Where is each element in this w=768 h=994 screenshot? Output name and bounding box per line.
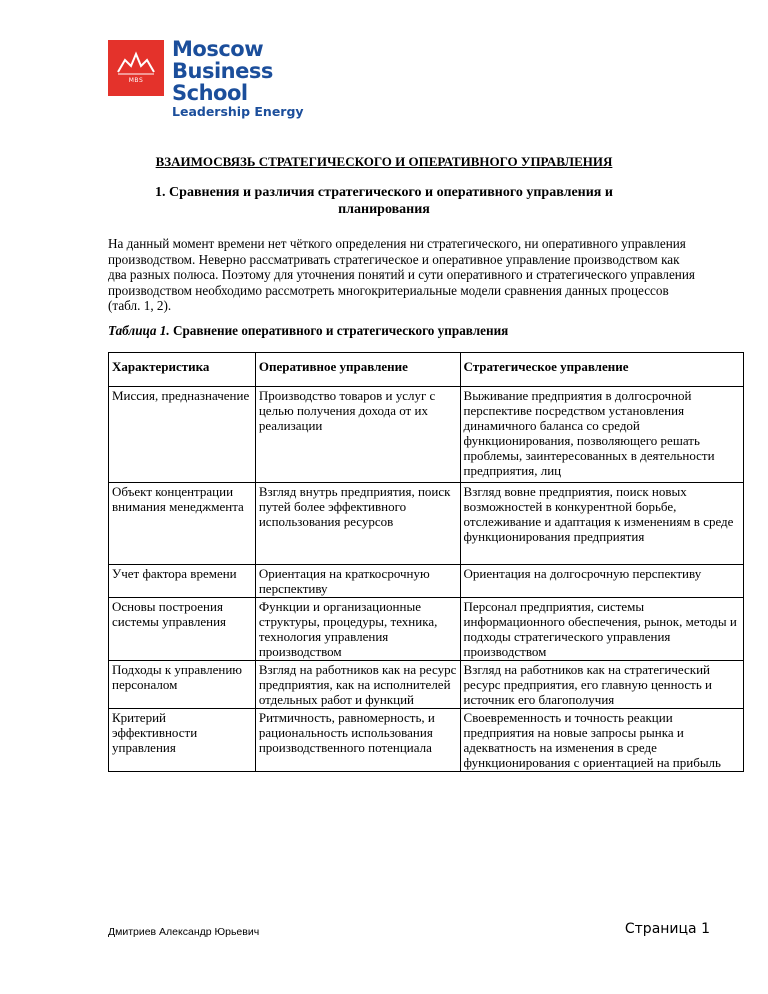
section-title: 1. Сравнения и различия стратегического и оперативного управления и планирования [155,185,613,217]
table-row [109,387,744,483]
table-row [109,598,744,661]
table-cell: Взгляд на работников как на ресурс предприятия, как на исполнителей отдельных работ и функций [255,661,460,709]
table-row [109,709,744,772]
table-cell: Ритмичность, равномерность, и рациональность использования производственного потенциала [255,709,460,772]
table-cell: Взгляд на работников как на стратегический ресурс предприятия, его главную ценность и источник его благополучия [460,661,743,709]
table-caption-text: Сравнение оперативного и стратегического управления [172,323,509,338]
table-cell: Критерий эффективности управления [109,709,256,772]
table-cell: Выживание предприятия в долгосрочной перспективе посредством установления динамичного баланса со средой функционирования, позволяющего решать проблемы, заинтересованных в деятельности предприятия, лиц [460,387,743,483]
table-cell: Своевременность и точность реакции предприятия на новые запросы рынка и адекватность на изменения в среде функционирования с ориентацией на прибыль [460,709,743,772]
table-cell: Персонал предприятия, системы информационного обеспечения, рынок, методы и подходы стратегического управления производством [460,598,743,661]
table-header-cell: Стратегическое управление [460,353,743,387]
footer-author: Дмитриев Александр Юрьевич [108,926,260,938]
comparison-table [108,352,744,772]
table-cell: Производство товаров и услуг с целью получения дохода от их реализации [255,387,460,483]
table-cell: Основы построения системы управления [109,598,256,661]
table-cell: Объект концентрации внимания менеджмента [109,483,256,565]
logo-wordmark [172,38,348,119]
table-header-row [109,353,744,387]
table-cell: Взгляд внутрь предприятия, поиск путей более эффективного использования ресурсов [255,483,460,565]
crown-icon [108,40,164,96]
intro-paragraph: На данный момент времени нет чёткого определения ни стратегического, ни оперативного управления производством. Неверно рассматривать стратегическое и оперативное управление производством как два разных полюса. Поэтому для уточнения понятий и сути оперативного и стратегического управления производством необходимо рассмотреть многокритериальные модели сравнения данных процессов (табл. 1, 2). [108,236,695,313]
table-cell: Миссия, предназначение [109,387,256,483]
logo-badge [108,40,164,96]
table-cell: Взгляд вовне предприятия, поиск новых возможностей в конкурентной борьбе, отслеживание и адаптация к изменениям в среде функционирования предприятия [460,483,743,565]
table-header-cell: Характеристика [109,353,256,387]
table-header-cell: Оперативное управление [255,353,460,387]
table-row [109,483,744,565]
logo-line-2: Business School [172,59,273,105]
table-caption-number: Таблица 1. [108,323,170,338]
logo-line-1: Moscow [172,37,264,61]
table-cell: Ориентация на долгосрочную перспективу [460,565,743,598]
table-row [109,661,744,709]
logo-tagline: Leadership Energy [172,104,304,119]
table-cell: Подходы к управлению персоналом [109,661,256,709]
school-logo [108,37,348,119]
table-caption [108,323,508,339]
footer-page-number: Страница 1 [624,921,710,937]
document-title: ВЗАИМОСВЯЗЬ СТРАТЕГИЧЕСКОГО И ОПЕРАТИВНОГО УПРАВЛЕНИЯ [155,154,613,169]
table-cell: Ориентация на краткосрочную перспективу [255,565,460,598]
logo-badge-text: MBS [128,77,144,84]
table-row [109,565,744,598]
table-cell: Функции и организационные структуры, процедуры, техника, технология управления производством [255,598,460,661]
table-cell: Учет фактора времени [109,565,256,598]
